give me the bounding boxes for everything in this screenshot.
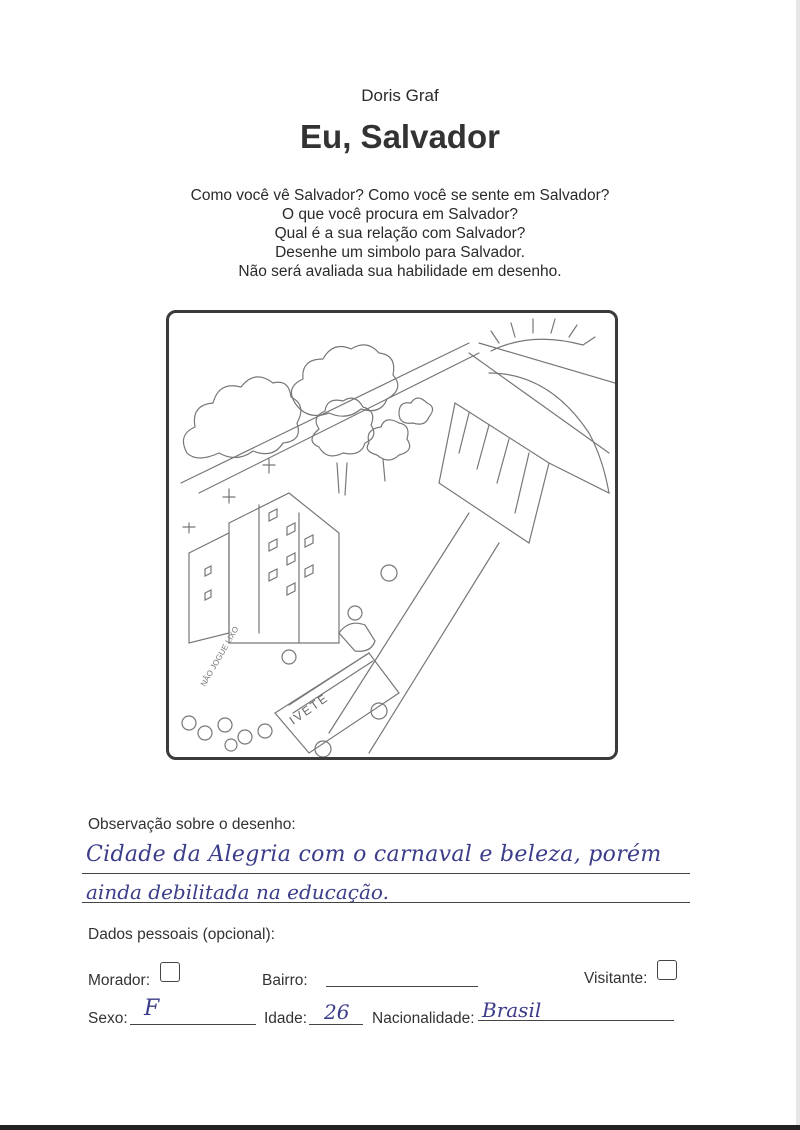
age-label: Idade: — [264, 1010, 308, 1027]
observation-text-line1[interactable]: Cidade da Alegria com o carnaval e beleza, porém — [86, 842, 662, 867]
age-underline — [309, 1024, 363, 1025]
prompt-line: Qual é a sua relação com Salvador? — [274, 225, 526, 242]
prompt-line: Desenhe um simbolo para Salvador. — [275, 244, 525, 261]
cloud-right — [291, 345, 397, 416]
cloud-left — [183, 377, 300, 458]
prompt-line: O que você procura em Salvador? — [281, 206, 519, 223]
drawing-frame — [166, 310, 618, 760]
personal-data-label: Dados pessoais (opcional): — [88, 926, 275, 943]
scan-edge-right — [796, 0, 800, 1130]
sex-underline — [130, 1024, 256, 1025]
graffiti-text: NÃO JOGUE LIXO — [198, 624, 241, 688]
resident-checkbox[interactable] — [160, 962, 180, 982]
observation-label: Observação sobre o desenho: — [88, 816, 296, 833]
sex-value[interactable]: F — [144, 996, 160, 1021]
neighborhood-label: Bairro: — [262, 972, 308, 989]
observation-underline — [82, 902, 690, 903]
prompt-line: Não será avaliada sua habilidade em desenho. — [238, 263, 562, 280]
nationality-value[interactable]: Brasil — [482, 998, 542, 1022]
observation-text-line2[interactable]: ainda debilitada na educação. — [86, 880, 389, 904]
neighborhood-underline — [326, 986, 478, 987]
prompt-line: Como você vê Salvador? Como você se sente em Salvador? — [190, 187, 610, 204]
sun — [491, 339, 583, 351]
prompt-list — [0, 186, 800, 281]
author-name: Doris Graf — [361, 86, 439, 105]
visitor-label: Visitante: — [584, 970, 648, 987]
scan-edge-bottom — [0, 1125, 800, 1130]
tree — [312, 398, 374, 456]
sign-text: IVETE — [286, 690, 332, 728]
elevator-building — [439, 403, 549, 543]
pencil-drawing — [169, 313, 615, 757]
nationality-label: Nacionalidade: — [372, 1010, 475, 1027]
resident-label: Morador: — [88, 972, 151, 989]
building — [229, 493, 339, 643]
visitor-checkbox[interactable] — [657, 960, 677, 980]
observation-underline — [82, 873, 690, 874]
age-value[interactable]: 26 — [324, 1000, 350, 1024]
page-title: Eu, Salvador — [300, 118, 500, 155]
sex-label: Sexo: — [88, 1010, 128, 1027]
